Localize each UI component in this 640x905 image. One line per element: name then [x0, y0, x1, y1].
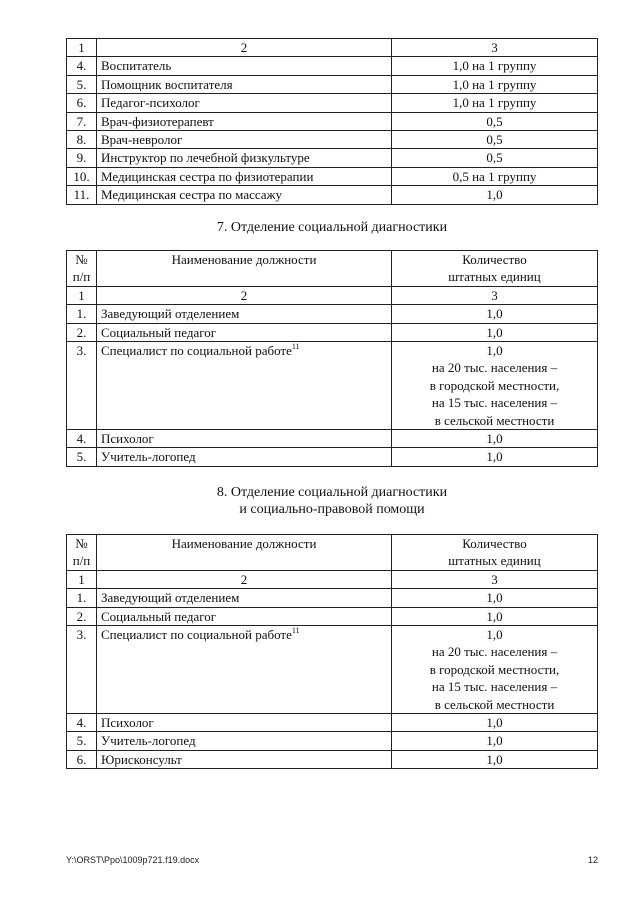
- table-row: [67, 94, 598, 112]
- column-index-cell: 3: [392, 286, 598, 304]
- header-position-cell: Наименование должности: [97, 535, 392, 571]
- staff-units-line: в сельской местности: [434, 696, 555, 712]
- section-7-title: [66, 219, 598, 236]
- position-name: Социальный педагог: [101, 324, 217, 340]
- staff-units-line: 1,0 на 1 группу: [452, 76, 537, 92]
- row-number-cell: 10.: [67, 167, 97, 185]
- staff-units-line: 0,5 на 1 группу: [452, 168, 537, 184]
- staff-units-cell: [392, 186, 598, 204]
- staff-table-continued: [66, 38, 598, 205]
- staff-units-cell: [392, 167, 598, 185]
- position-name-cell: [97, 57, 392, 75]
- staff-units-cell: [392, 732, 598, 750]
- position-name-cell: [97, 714, 392, 732]
- staff-units-line: на 15 тыс. населения –: [431, 395, 558, 411]
- position-name: Заведующий отделением: [101, 306, 240, 322]
- staff-units-line: 1,0: [486, 449, 503, 465]
- staff-units-cell: [392, 305, 598, 323]
- staff-units-cell: [392, 75, 598, 93]
- row-number-cell: 4.: [67, 57, 97, 75]
- table-row: [67, 57, 598, 75]
- table-row: [67, 131, 598, 149]
- position-name-cell: [97, 750, 392, 768]
- column-index-cell: 2: [97, 39, 392, 57]
- column-index-row: [67, 570, 598, 588]
- staff-table-section-8: [66, 534, 598, 769]
- row-number-cell: 8.: [67, 131, 97, 149]
- table-body: [67, 251, 598, 467]
- staff-units-line: 1,0: [486, 590, 503, 606]
- row-number-cell: 3.: [67, 342, 97, 430]
- staff-units-line: в городской местности,: [429, 377, 560, 393]
- table-row: [67, 589, 598, 607]
- staff-table-section-7: [66, 250, 598, 467]
- position-name-cell: [97, 607, 392, 625]
- position-name: Учитель-логопед: [101, 449, 196, 465]
- table-row: [67, 167, 598, 185]
- staff-units-line: 0,5: [486, 150, 503, 166]
- row-number-cell: 6.: [67, 94, 97, 112]
- header-quantity-line: штатных единиц: [448, 269, 541, 285]
- position-name: Инструктор по лечебной физкультуре: [101, 150, 310, 166]
- row-number-cell: 5.: [67, 732, 97, 750]
- header-number-line: №: [75, 252, 88, 267]
- table-row: [67, 186, 598, 204]
- row-number-cell: 1.: [67, 589, 97, 607]
- staff-units-line: в городской местности,: [429, 661, 560, 677]
- staff-units-cell: [392, 750, 598, 768]
- header-number-cell: [67, 251, 97, 287]
- position-name-cell: [97, 448, 392, 466]
- position-name-cell: [97, 626, 392, 714]
- position-name-cell: [97, 305, 392, 323]
- header-quantity-cell: [392, 251, 598, 287]
- staff-units-line: 1,0: [486, 608, 503, 624]
- header-number-line: №: [75, 536, 88, 551]
- position-name: Юрисконсульт: [101, 751, 182, 767]
- table-row: [67, 626, 598, 714]
- position-name: Заведующий отделением: [101, 590, 240, 606]
- table-row: [67, 430, 598, 448]
- row-number-cell: 1.: [67, 305, 97, 323]
- header-number-cell: [67, 535, 97, 571]
- staff-units-line: 1,0: [486, 187, 503, 203]
- position-name: Социальный педагог: [101, 608, 217, 624]
- position-name-cell: [97, 75, 392, 93]
- section-8-title: [66, 484, 598, 518]
- row-number-cell: 2.: [67, 323, 97, 341]
- staff-units-line: 1,0: [486, 343, 503, 359]
- row-number-cell: 9.: [67, 149, 97, 167]
- position-name: Психолог: [101, 431, 154, 447]
- table-header-row: [67, 535, 598, 571]
- section-title-line: 7. Отделение социальной диагностики: [216, 220, 448, 235]
- staff-units-cell: [392, 131, 598, 149]
- table-row: [67, 323, 598, 341]
- header-quantity-line: штатных единиц: [448, 553, 541, 569]
- table-row: [67, 714, 598, 732]
- row-number-cell: 6.: [67, 750, 97, 768]
- staff-units-line: 1,0: [486, 324, 503, 340]
- staff-units-cell: [392, 323, 598, 341]
- table-body: [67, 39, 598, 205]
- position-name: Врач-физиотерапевт: [101, 113, 214, 129]
- position-name: Помощник воспитателя: [101, 76, 233, 92]
- column-index-cell: 1: [67, 39, 97, 57]
- position-name: Медицинская сестра по физиотерапии: [101, 168, 314, 184]
- staff-units-line: 1,0 на 1 группу: [452, 95, 537, 111]
- table-row: [67, 342, 598, 430]
- staff-units-line: 1,0: [486, 306, 503, 322]
- table-body: [67, 535, 598, 769]
- staff-units-cell: [392, 448, 598, 466]
- position-name-cell: [97, 131, 392, 149]
- table-row: [67, 149, 598, 167]
- position-name-cell: [97, 112, 392, 130]
- position-name-cell: [97, 589, 392, 607]
- column-index-cell: 2: [97, 286, 392, 304]
- staff-units-cell: [392, 149, 598, 167]
- position-name-cell: [97, 323, 392, 341]
- staff-units-line: на 20 тыс. населения –: [431, 360, 558, 376]
- column-index-row: [67, 286, 598, 304]
- position-name: Учитель-логопед: [101, 733, 196, 749]
- table-row: [67, 75, 598, 93]
- row-number-cell: 11.: [67, 186, 97, 204]
- staff-units-line: 1,0 на 1 группу: [452, 58, 537, 74]
- staff-units-cell: [392, 607, 598, 625]
- staff-units-line: в сельской местности: [434, 412, 555, 428]
- column-index-cell: 1: [67, 570, 97, 588]
- staff-units-line: 0,5: [486, 113, 503, 129]
- table-row: [67, 750, 598, 768]
- table-header-row: [67, 251, 598, 287]
- position-name: Воспитатель: [101, 58, 172, 74]
- column-index-cell: 1: [67, 286, 97, 304]
- staff-units-cell: [392, 342, 598, 430]
- footer-file-path: Y:\ORST\Ppo\1009p721.f19.docx: [66, 855, 200, 865]
- header-number-line: п/п: [72, 269, 91, 285]
- position-name-cell: [97, 149, 392, 167]
- column-index-cell: 3: [392, 39, 598, 57]
- footnote-reference: 11: [291, 342, 300, 352]
- position-name: Врач-невролог: [101, 132, 183, 148]
- position-name: Педагог-психолог: [101, 95, 200, 111]
- position-name: Специалист по социальной работе: [101, 343, 292, 359]
- column-index-row: [67, 39, 598, 57]
- staff-units-line: 1,0: [486, 431, 503, 447]
- column-index-cell: 3: [392, 570, 598, 588]
- staff-units-line: на 20 тыс. населения –: [431, 644, 558, 660]
- section-title-line: 8. Отделение социальной диагностики: [216, 485, 448, 500]
- staff-units-cell: [392, 714, 598, 732]
- footnote-reference: 11: [291, 626, 300, 636]
- position-name-cell: [97, 186, 392, 204]
- staff-units-cell: [392, 57, 598, 75]
- table-row: [67, 448, 598, 466]
- row-number-cell: 2.: [67, 607, 97, 625]
- row-number-cell: 7.: [67, 112, 97, 130]
- position-name-cell: [97, 342, 392, 430]
- staff-units-line: 0,5: [486, 132, 503, 148]
- staff-units-cell: [392, 94, 598, 112]
- staff-units-cell: [392, 626, 598, 714]
- staff-units-cell: [392, 430, 598, 448]
- header-quantity-cell: [392, 535, 598, 571]
- position-name-cell: [97, 732, 392, 750]
- staff-units-line: 1,0: [486, 751, 503, 767]
- position-name-cell: [97, 94, 392, 112]
- column-index-cell: 2: [97, 570, 392, 588]
- staff-units-cell: [392, 589, 598, 607]
- staff-units-line: на 15 тыс. населения –: [431, 679, 558, 695]
- header-quantity-line: Количество: [462, 252, 527, 267]
- section-title-line: и социально-правовой помощи: [239, 502, 425, 517]
- row-number-cell: 4.: [67, 430, 97, 448]
- header-number-line: п/п: [72, 553, 91, 569]
- position-name: Специалист по социальной работе: [101, 627, 292, 643]
- row-number-cell: 4.: [67, 714, 97, 732]
- staff-units-cell: [392, 112, 598, 130]
- staff-units-line: 1,0: [486, 733, 503, 749]
- table-row: [67, 607, 598, 625]
- position-name-cell: [97, 167, 392, 185]
- position-name: Медицинская сестра по массажу: [101, 187, 283, 203]
- header-position-cell: Наименование должности: [97, 251, 392, 287]
- table-row: [67, 305, 598, 323]
- row-number-cell: 3.: [67, 626, 97, 714]
- position-name: Психолог: [101, 715, 154, 731]
- staff-units-line: 1,0: [486, 627, 503, 643]
- header-quantity-line: Количество: [462, 536, 527, 551]
- row-number-cell: 5.: [67, 448, 97, 466]
- table-row: [67, 732, 598, 750]
- page-number: 12: [587, 855, 598, 865]
- table-row: [67, 112, 598, 130]
- staff-units-line: 1,0: [486, 715, 503, 731]
- position-name-cell: [97, 430, 392, 448]
- row-number-cell: 5.: [67, 75, 97, 93]
